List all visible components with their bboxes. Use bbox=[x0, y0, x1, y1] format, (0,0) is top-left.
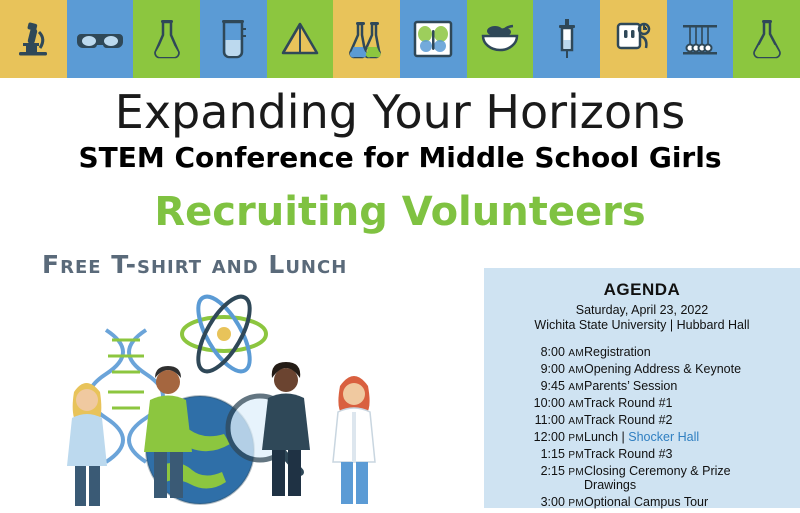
students-with-globe-dna-atom-illustration bbox=[28, 282, 478, 508]
agenda-time-meridiem: AM bbox=[568, 364, 584, 376]
agenda-time: 2:15 PM bbox=[540, 463, 584, 478]
plug-outlet-icon bbox=[600, 0, 667, 78]
page-subtitle: STEM Conference for Middle School Girls bbox=[78, 141, 722, 174]
syringe-icon bbox=[533, 0, 600, 78]
agenda-row bbox=[498, 493, 786, 510]
mortar-bowl-icon bbox=[467, 0, 534, 78]
headline-block bbox=[0, 86, 800, 236]
agenda-time: 10:00 AM bbox=[533, 395, 584, 410]
agenda-time-meridiem: PM bbox=[568, 466, 584, 478]
agenda-time-meridiem: AM bbox=[568, 398, 584, 410]
agenda-row bbox=[498, 445, 786, 462]
agenda-table bbox=[498, 343, 786, 510]
agenda-time: 12:00 PM bbox=[533, 429, 584, 444]
agenda-item: Track Round #1 bbox=[584, 395, 673, 410]
agenda-time: 3:00 PM bbox=[540, 494, 584, 509]
agenda-row bbox=[498, 411, 786, 428]
agenda-time-meridiem: AM bbox=[568, 415, 584, 427]
icon-strip bbox=[0, 0, 800, 78]
agenda-time: 1:15 PM bbox=[540, 446, 584, 461]
agenda-date: Saturday, April 23, 2022 bbox=[575, 303, 709, 317]
agenda-time-meridiem: AM bbox=[568, 347, 584, 359]
agenda-row bbox=[498, 394, 786, 411]
erlenmeyer-flask-icon bbox=[733, 0, 800, 78]
agenda-row bbox=[498, 360, 786, 377]
agenda-time-meridiem: PM bbox=[568, 449, 584, 461]
agenda-item: Opening Address & Keynote bbox=[584, 361, 742, 376]
agenda-location: Wichita State University | Hubbard Hall bbox=[534, 318, 750, 332]
agenda-time: 8:00 AM bbox=[540, 344, 584, 359]
safety-goggles-icon bbox=[67, 0, 134, 78]
perk-text: Free T-shirt and Lunch bbox=[42, 250, 348, 279]
newtons-cradle-icon bbox=[667, 0, 734, 78]
agenda-row bbox=[498, 462, 786, 493]
beaker-icon bbox=[200, 0, 267, 78]
agenda-time: 9:45 AM bbox=[540, 378, 584, 393]
agenda-time-meridiem: AM bbox=[568, 381, 584, 393]
agenda-item: Registration bbox=[584, 344, 651, 359]
agenda-row bbox=[498, 343, 786, 360]
agenda-panel bbox=[484, 268, 800, 508]
agenda-time-meridiem: PM bbox=[568, 497, 584, 509]
flask-icon bbox=[133, 0, 200, 78]
agenda-time-meridiem: PM bbox=[568, 432, 584, 444]
agenda-item: Closing Ceremony & Prize Drawings bbox=[584, 463, 731, 492]
agenda-item: Parents’ Session bbox=[584, 378, 678, 393]
agenda-item-link[interactable]: Shocker Hall bbox=[628, 429, 700, 444]
page-title: Expanding Your Horizons bbox=[114, 85, 686, 139]
microscope-icon bbox=[0, 0, 67, 78]
agenda-item: Lunch | Shocker Hall bbox=[584, 429, 700, 444]
agenda-item: Track Round #3 bbox=[584, 446, 673, 461]
call-to-action-heading: Recruiting Volunteers bbox=[154, 189, 646, 235]
butterfly-specimen-icon bbox=[400, 0, 467, 78]
agenda-time: 9:00 AM bbox=[540, 361, 584, 376]
agenda-heading: AGENDA bbox=[603, 280, 681, 299]
prism-icon bbox=[267, 0, 334, 78]
agenda-row bbox=[498, 377, 786, 394]
agenda-item: Optional Campus Tour bbox=[584, 494, 709, 509]
agenda-time: 11:00 AM bbox=[534, 412, 584, 427]
agenda-row bbox=[498, 428, 786, 445]
double-flask-icon bbox=[333, 0, 400, 78]
agenda-item: Track Round #2 bbox=[584, 412, 673, 427]
